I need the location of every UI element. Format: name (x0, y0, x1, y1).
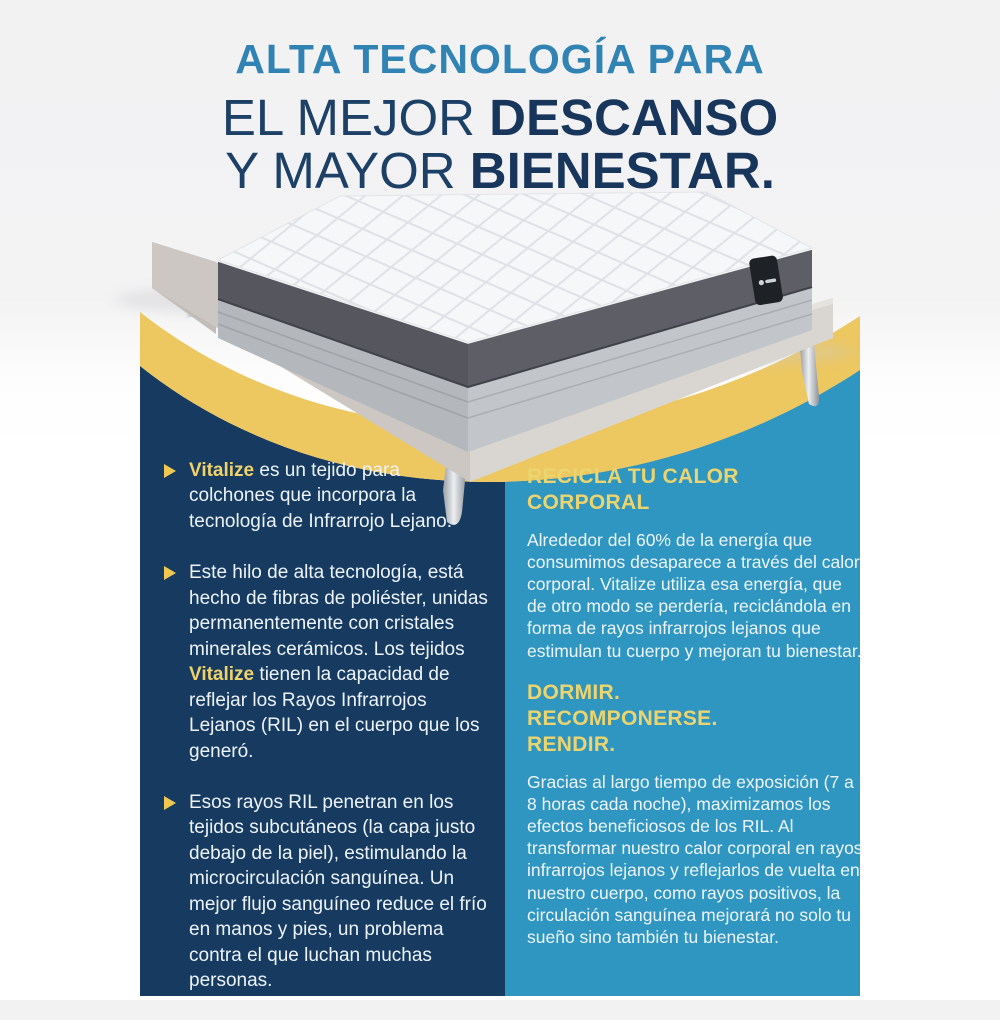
list-item (164, 790, 490, 994)
bullet-text-after: tienen la capacidad de reflejar los Rayos Infrarrojos Lejanos (RIL) en el cuerpo que los generó. (189, 664, 480, 762)
heading-line: RENDIR. (527, 733, 616, 757)
header (0, 36, 1000, 197)
section-heading-recicla: RECICLA TU CALOR CORPORAL (527, 465, 739, 515)
bullet-text-before: Esos rayos RIL penetran en los tejidos subcutáneos (la capa justo debajo de la piel), estimulando la microcirculación sanguínea. Un mejor flujo sanguíneo reduce el frío en manos y pies, un problema contra el que luchan muchas personas. (189, 791, 487, 992)
bullet-highlight: Vitalize (189, 664, 255, 686)
headline-line2-bold: DESCANSO (489, 89, 779, 146)
headline-line2 (0, 91, 1000, 144)
heading-line: RECOMPONERSE. (527, 707, 718, 731)
headline-line2-regular: EL MEJOR (221, 89, 490, 146)
bullet-text (189, 790, 490, 994)
section-heading-dormir (527, 680, 863, 759)
bullet-text (189, 560, 490, 764)
list-item (164, 458, 490, 534)
bullet-text (189, 458, 490, 534)
left-column (164, 458, 490, 1020)
headline-line3-bold: BIENESTAR. (469, 142, 775, 199)
list-item (164, 560, 490, 764)
headline-kicker: ALTA TECNOLOGÍA PARA (235, 36, 765, 82)
headline-line3 (0, 144, 1000, 197)
bullet-text-before: Este hilo de alta tecnología, está hecho de fibras de poliéster, unidas permanentemente con cristales minerales cerámicos. Los tejidos (189, 562, 488, 660)
heading-line: DORMIR. (527, 680, 621, 704)
bullet-highlight: Vitalize (189, 460, 255, 481)
headline-line3-regular: Y MAYOR (225, 142, 470, 199)
right-column (527, 464, 863, 966)
bullet-arrow-icon (164, 796, 176, 810)
bullet-text-after: es un tejido para colchones que incorpora la tecnología de Infrarrojo Lejano. (189, 460, 453, 532)
bullet-arrow-icon (164, 464, 176, 478)
paragraph-dormir: Gracias al largo tiempo de exposición (7 a 8 horas cada noche), maximizamos los efectos beneficiosos de los RIL. Al transformar nuestro calor corporal en rayos infrarrojos lejanos y reflejarlos de vuelta en nuestro cuerpo, como rayos positivos, la circulación sanguínea mejorará no solo tu sueño sino también tu bienestar. (527, 771, 863, 948)
bullet-arrow-icon (164, 566, 176, 580)
paragraph-recicla: Alrededor del 60% de la energía que consumimos desaparece a través del calor corporal. Vitalize utiliza esa energía, que de otro modo se perdería, reciclándola en forma de rayos infrarrojos lejanos que estimulan tu cuerpo y mejoran tu bienestar. (527, 529, 862, 661)
